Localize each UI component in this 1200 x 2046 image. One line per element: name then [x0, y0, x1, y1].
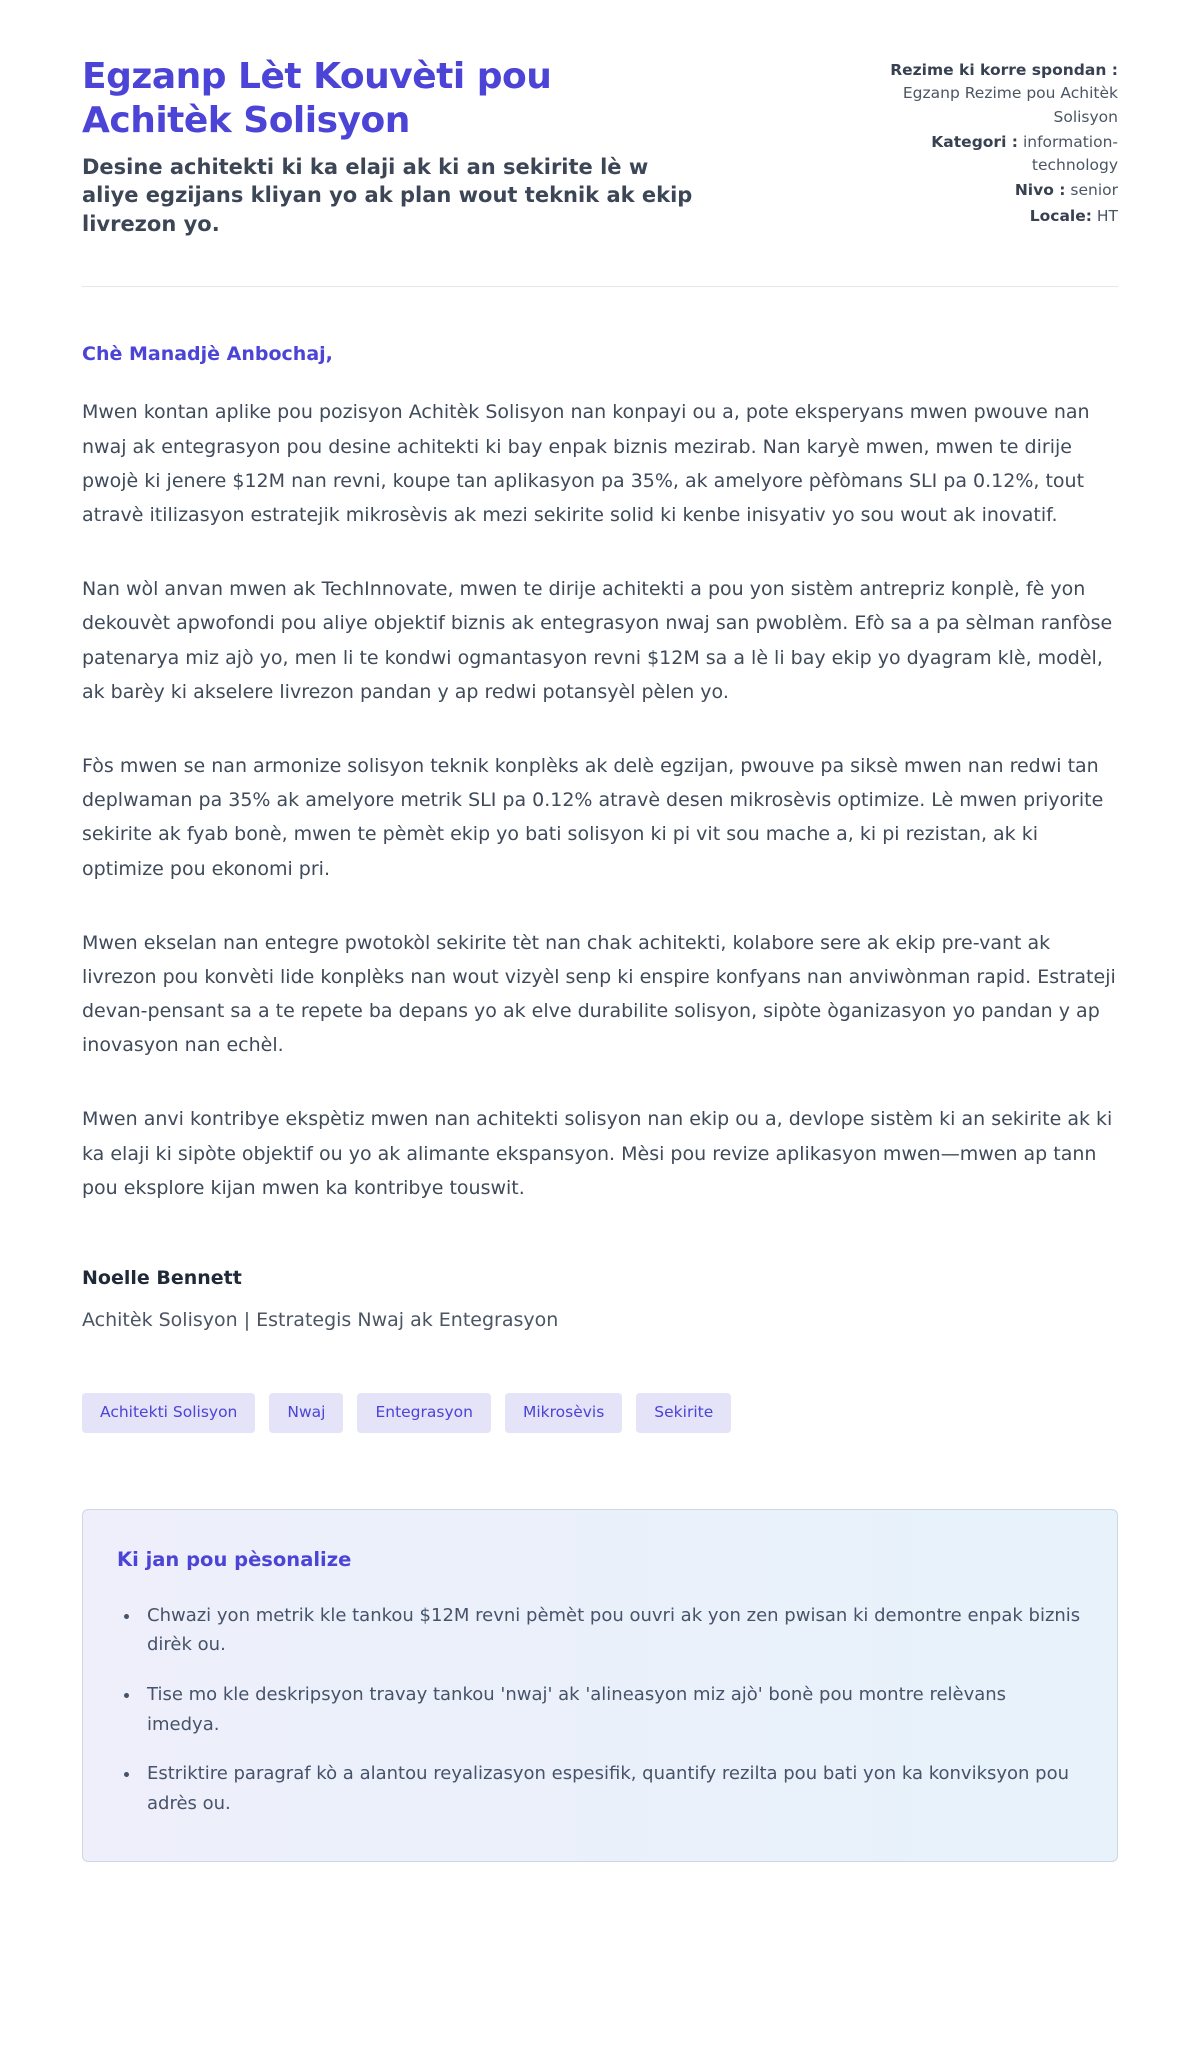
meta-label-locale: Locale: [1029, 206, 1092, 225]
document-meta [870, 59, 1118, 230]
signature-name: Noelle Bennett [82, 1267, 242, 1290]
meta-value-level: senior [1070, 181, 1118, 200]
letter-paragraph-5: Mwen anvi kontribye ekspètiz mwen nan achitekti solisyon nan ekip ou a, devlope sistèm ki an sekirite ak ki ka elaji ki sipòte objektif ou yo ak alimante ekspansyon. Mèsi pou revize aplikasyon mwen—mwen ap tann pou eksplore kijan mwen ka kontribye touswit. [82, 1108, 1113, 1199]
meta-value-category: information-technology [1022, 132, 1118, 174]
tip-item-3-text: Estriktire paragraf kò a alantou reyalizasyon espesifik, quantify rezilta pou bati yon ka konviksyon pou adrès ou. [147, 1763, 1070, 1814]
tips-title: Ki jan pou pèsonalize [117, 1547, 352, 1571]
meta-label-level: Nivo : [1014, 181, 1066, 200]
letter-greeting: Chè Manadjè Anbochaj, [82, 343, 333, 366]
letter-paragraph-3: Fòs mwen se nan armonize solisyon teknik konplèks ak delè egzijan, pwouve pa siksè mwen nan redwi tan deplwaman pa 35% ak amelyore metrik SLI pa 0.12% atravè desen mikrosèvis optimize. Lè mwen priyorite sekirite ak fyab bonè, mwen te pèmèt ekip yo bati solisyon ki pi vit sou mache a, ki pi rezistan, ak ki optimize pou ekonomi pri. [82, 754, 1104, 880]
tag-chip-sekirite[interactable]: Sekirite [636, 1393, 731, 1433]
meta-row-resume [870, 59, 1118, 129]
tag-list [82, 1393, 1118, 1433]
letter-page [82, 0, 1118, 1932]
letter-paragraph-1: Mwen kontan aplike pou pozisyon Achitèk Solisyon nan konpayi ou a, pote eksperyans mwen pwouve nan nwaj ak entegrasyon pou desine achitekti ki bay enpak biznis mezirab. Nan karyè mwen, mwen te dirije pwojè ki jenere $12M nan revni, koupe tan aplikasyon pa 35%, ak amelyore pèfòmans SLI pa 0.12%, tout atravè itilizasyon estratejik mikrosèvis ak mezi sekirite solid ki kenbe inisyativ yo sou wout ak inovatif. [82, 401, 1090, 527]
header-divider [82, 286, 1118, 287]
signature-role: Achitèk Solisyon | Estrategis Nwaj ak Entegrasyon [82, 1309, 559, 1332]
letter-body [82, 343, 1118, 1861]
meta-row-locale [870, 205, 1118, 228]
personalization-tips-card [82, 1509, 1118, 1862]
tip-item-1-text: Chwazi yon metrik kle tankou $12M revni pèmèt pou ouvri ak yon zen pwisan ki demontre enpak biznis dirèk ou. [147, 1604, 1081, 1656]
meta-label-resume: Rezime ki korre spondan : [890, 61, 1118, 79]
page-subtitle: Desine achitekti ki ka elaji ak ki an sekirite lè w aliye egzijans kliyan yo ak plan wout teknik ak ekip livrezon yo. [82, 154, 693, 236]
meta-row-category [870, 131, 1118, 178]
tip-item-3 [141, 1759, 1083, 1818]
meta-value-resume: Egzanp Rezime pou Achitèk Solisyon [902, 84, 1118, 126]
meta-value-locale: HT [1096, 206, 1118, 225]
tip-item-1 [141, 1601, 1083, 1660]
header-title-block [82, 55, 830, 238]
tip-item-2-text: Tise mo kle deskripsyon travay tankou 'nwaj' ak 'alineasyon miz ajò' bonè pou montre relèvans imedya. [147, 1683, 1007, 1735]
tag-chip-mikrosevis[interactable]: Mikrosèvis [505, 1393, 622, 1433]
letter-header [82, 55, 1118, 238]
meta-row-level [870, 179, 1118, 202]
meta-label-category: Kategori : [931, 132, 1018, 151]
tag-chip-entegrasyon[interactable]: Entegrasyon [357, 1393, 491, 1433]
tips-list [117, 1601, 1083, 1819]
page-title: Egzanp Lèt Kouvèti pou Achitèk Solisyon [82, 56, 552, 141]
letter-paragraph-4: Mwen ekselan nan entegre pwotokòl sekirite tèt nan chak achitekti, kolabore sere ak ekip pre-vant ak livrezon pou konvèti lide konplèks nan wout vizyèl senp ki enspire konfyans nan anviwònman rapid. Estrateji devan-pensant sa a te repete ba depans yo ak elve durabilite solisyon, sipòte òganizasyon yo pandan y ap inovasyon nan echèl. [82, 931, 1116, 1057]
tag-chip-nwaj[interactable]: Nwaj [269, 1393, 343, 1433]
tip-item-2 [141, 1680, 1083, 1739]
letter-paragraph-2: Nan wòl anvan mwen ak TechInnovate, mwen te dirije achitekti a pou yon sistèm antrepriz konplè, fè yon dekouvèt apwofondi pou aliye objektif biznis ak entegrasyon nwaj san pwoblèm. Efò sa a pa sèlman ranfòse patenarya miz ajò yo, men li te kondwi ogmantasyon revni $12M sa a lè li bay ekip yo dyagram klè, modèl, ak barèy ki akselere livrezon pandan y ap redwi potansyèl pèlen yo. [82, 578, 1113, 703]
tag-chip-achitekti-solisyon[interactable]: Achitekti Solisyon [82, 1393, 255, 1433]
